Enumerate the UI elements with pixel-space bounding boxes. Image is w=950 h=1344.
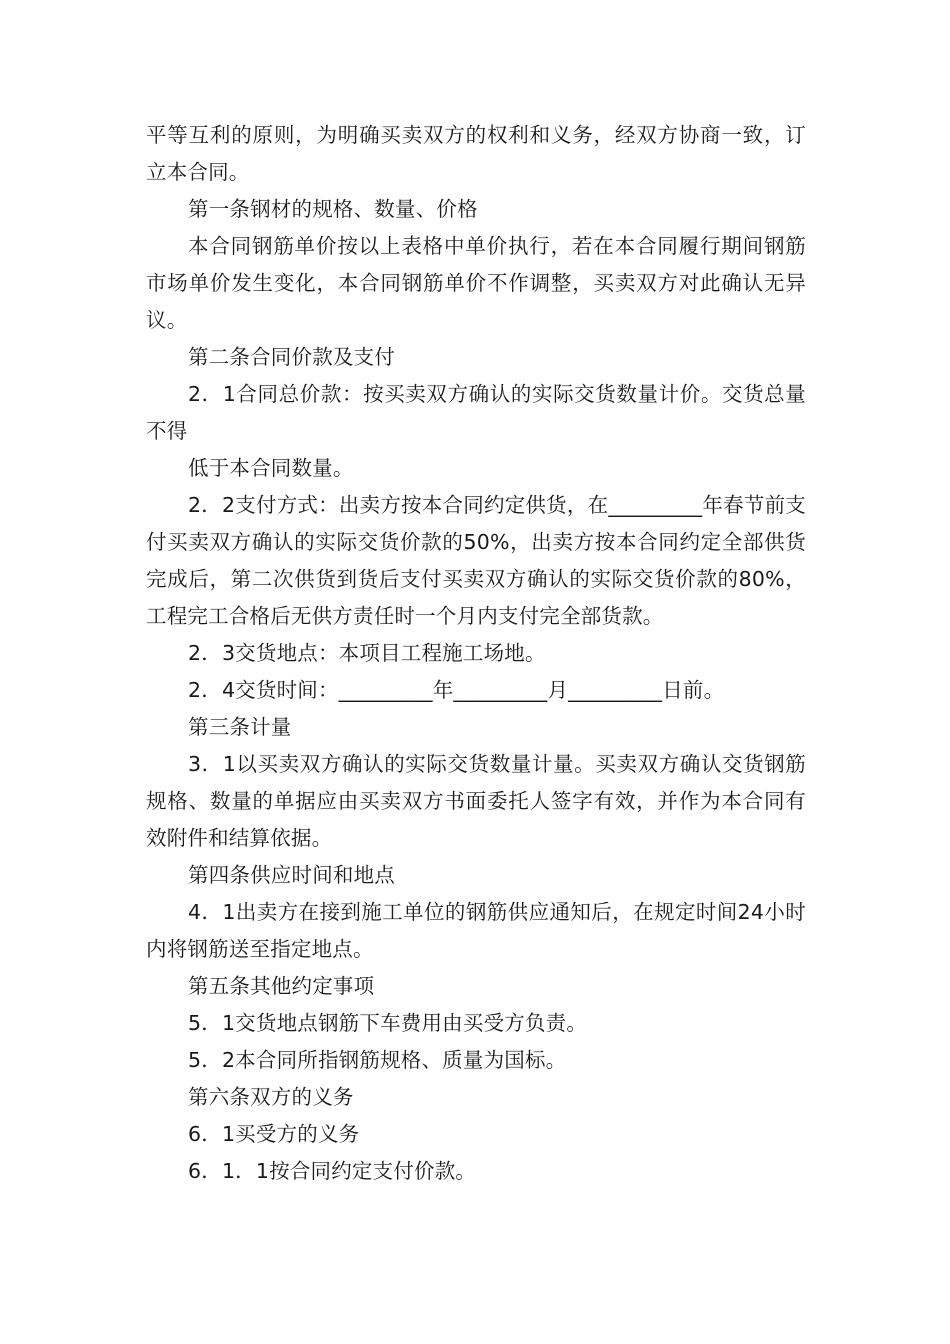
document-body bbox=[146, 117, 806, 1190]
clause-5-1: 5．1交货地点钢筋下车费用由买受方负责。 bbox=[188, 1011, 588, 1035]
clause-6-1-1: 6．1．1按合同约定支付价款。 bbox=[188, 1159, 477, 1183]
heading-article-6: 第六条双方的义务 bbox=[188, 1085, 354, 1109]
clause-6-1: 6．1买受方的义务 bbox=[188, 1122, 360, 1146]
clause-2-2: 2．2支付方式：出卖方按本合同约定供货，在_________年春节前支付买卖双方确认的实际交货价款的50%，出卖方按本合同约定全部供货完成后，第二次供货到货后支付买卖双方确认的实际交货价款的80%，工程完工合格后无供方责任时一个月内支付完全部货款。 bbox=[146, 493, 806, 628]
paragraph-intro-continued: 平等互利的原则，为明确买卖双方的权利和义务，经双方协商一致，订立本合同。 bbox=[146, 123, 806, 184]
heading-article-4: 第四条供应时间和地点 bbox=[188, 863, 395, 887]
clause-3-1: 3．1以买卖双方确认的实际交货数量计量。买卖双方确认交货钢筋规格、数量的单据应由买卖双方书面委托人签字有效，并作为本合同有效附件和结算依据。 bbox=[146, 752, 806, 850]
clause-2-1-continued: 低于本合同数量。 bbox=[188, 456, 354, 480]
clause-2-4: 2．4交货时间：_________年_________月_________日前。 bbox=[188, 678, 725, 702]
paragraph-article-1-body: 本合同钢筋单价按以上表格中单价执行，若在本合同履行期间钢筋市场单价发生变化，本合同钢筋单价不作调整，买卖双方对此确认无异议。 bbox=[146, 234, 806, 332]
clause-2-1: 2．1合同总价款：按买卖双方确认的实际交货数量计价。交货总量不得 bbox=[146, 382, 806, 443]
heading-article-2: 第二条合同价款及支付 bbox=[188, 345, 395, 369]
heading-article-1: 第一条钢材的规格、数量、价格 bbox=[188, 197, 478, 221]
clause-5-2: 5．2本合同所指钢筋规格、质量为国标。 bbox=[188, 1048, 567, 1072]
heading-article-3: 第三条计量 bbox=[188, 715, 292, 739]
clause-4-1: 4．1出卖方在接到施工单位的钢筋供应通知后，在规定时间24小时内将钢筋送至指定地点。 bbox=[146, 900, 806, 961]
heading-article-5: 第五条其他约定事项 bbox=[188, 974, 375, 998]
clause-2-3: 2．3交货地点：本项目工程施工场地。 bbox=[188, 641, 546, 665]
